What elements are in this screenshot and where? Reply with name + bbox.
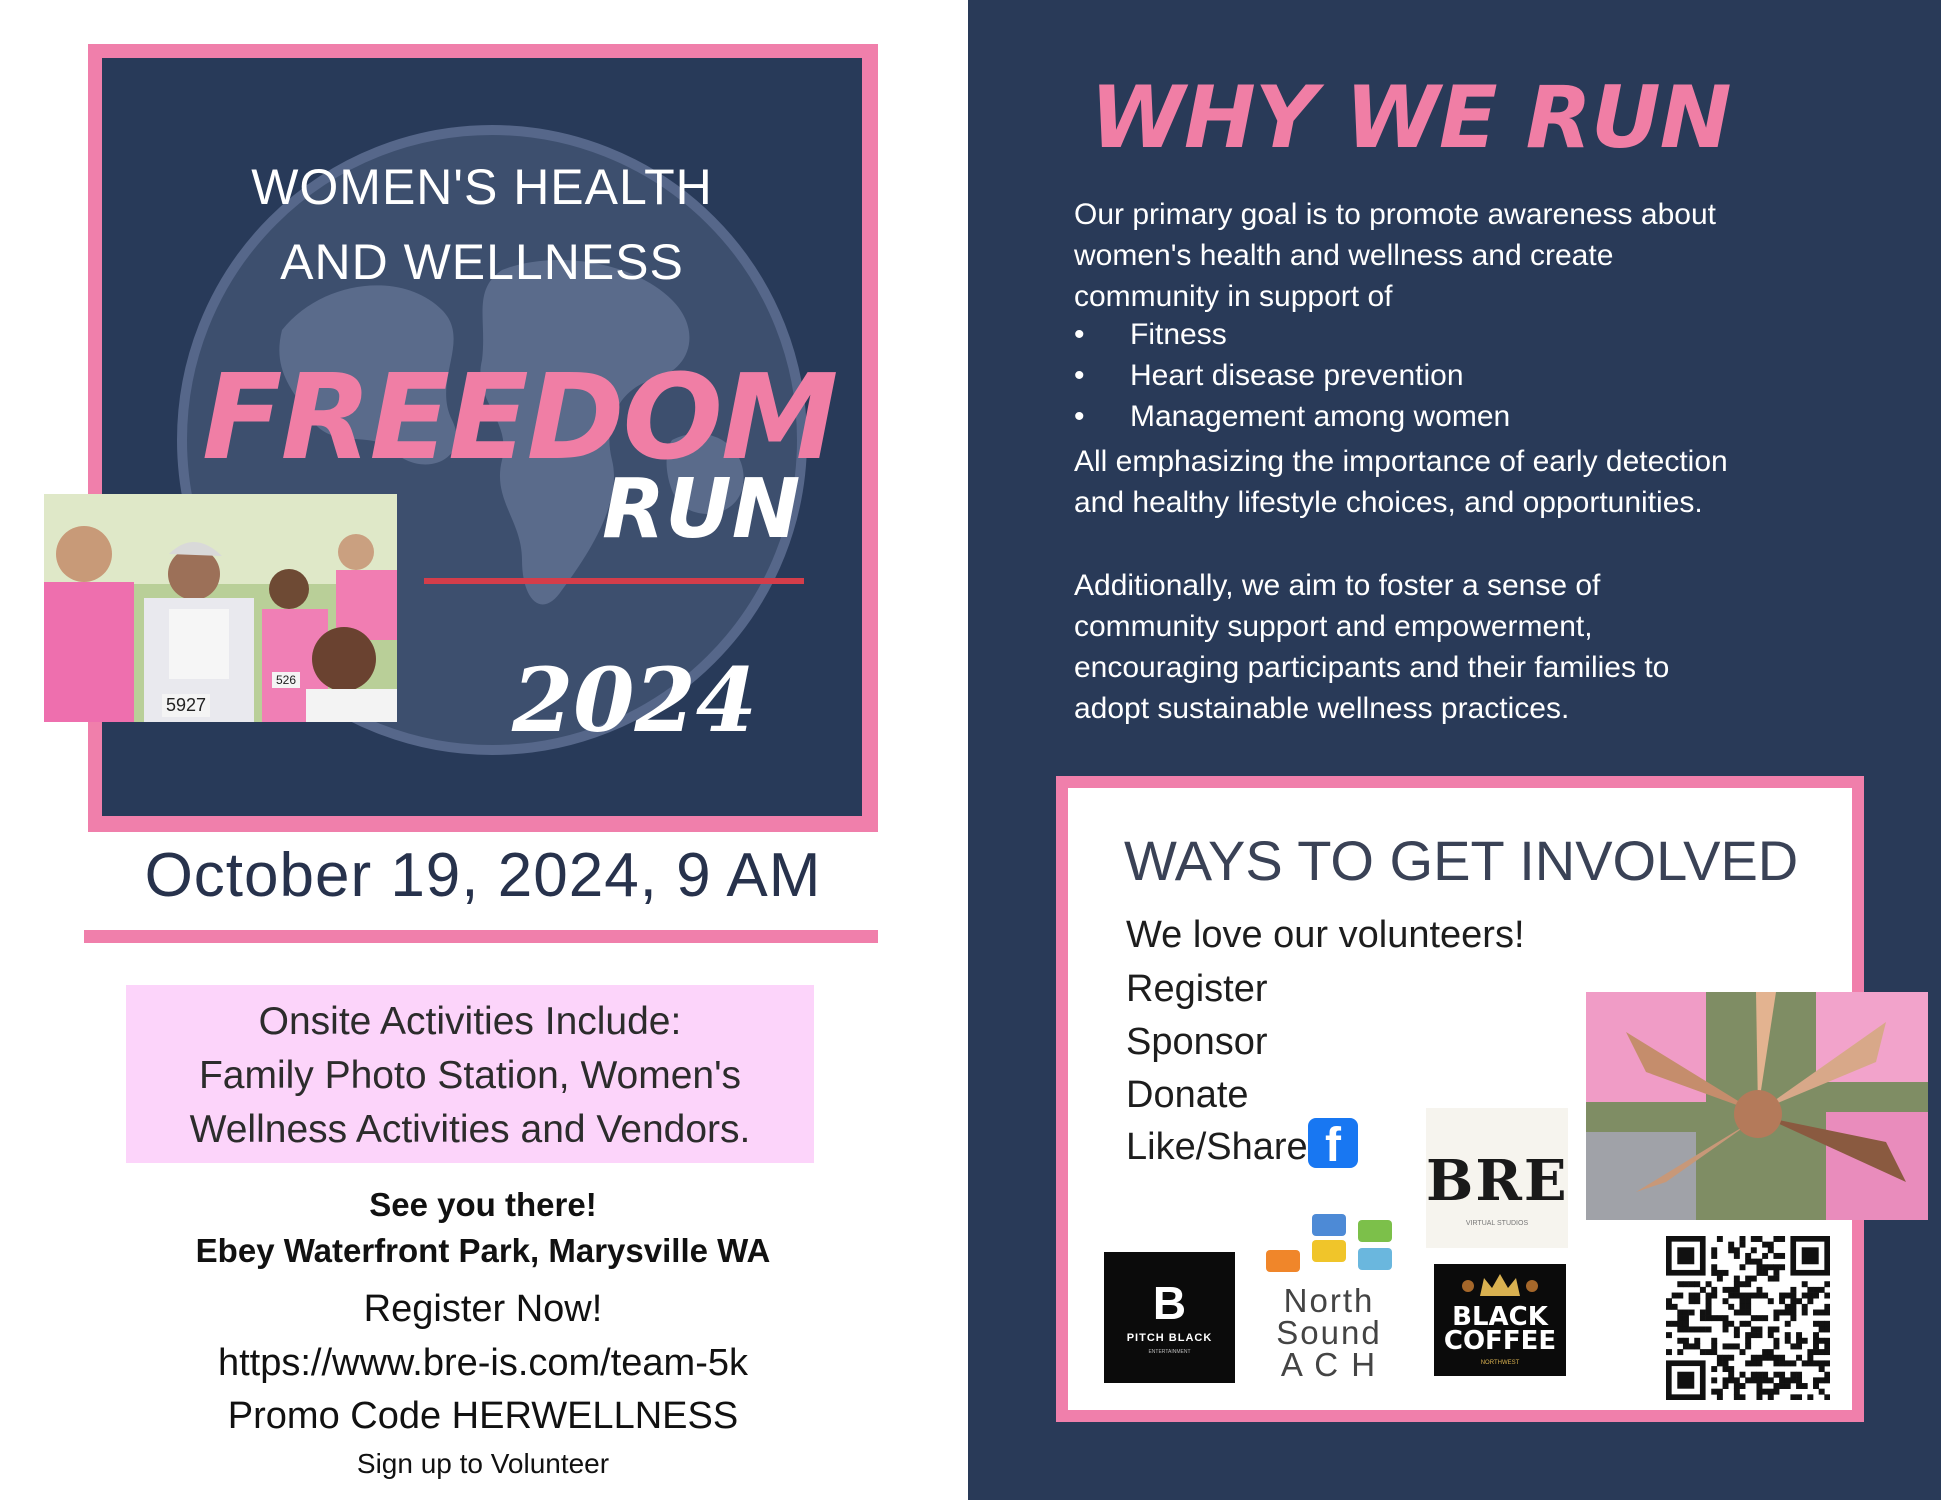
black-coffee-line-1: BLACK [1452,1302,1548,1332]
qr-code-icon [1666,1236,1830,1400]
why-we-run-heading: WHY WE RUN [1090,68,1731,168]
crown-icon [1434,1268,1566,1302]
activities-line-3: Wellness Activities and Vendors. [189,1108,751,1151]
involved-item-sponsor[interactable]: Sponsor [1126,1021,1268,1063]
involved-item-volunteers: We love our volunteers! [1126,914,1525,956]
hands-photo [1586,992,1928,1220]
why-closing-line-2: and healthy lifestyle choices, and opportunities. [1074,486,1703,519]
hands-illustration [1586,992,1928,1220]
event-date: October 19, 2024, 9 AM [144,841,822,910]
bre-logo-text: BRE [1426,1148,1569,1214]
left-panel [0,0,966,1500]
why-additional-line-1: Additionally, we aim to foster a sense of [1074,569,1601,602]
north-sound-line-1: North [1283,1282,1375,1319]
black-coffee-line-2: COFFEE [1443,1326,1557,1356]
bre-logo-subtext: VIRTUAL STUDIOS [1465,1220,1529,1227]
why-intro-line-2: women's health and wellness and create [1074,239,1614,272]
year-heading: 2024 [512,648,757,752]
volunteer-text: Sign up to Volunteer [356,1448,610,1479]
activities-line-2: Family Photo Station, Women's [198,1054,742,1097]
venue-text: Ebey Waterfront Park, Marysville WA [195,1232,771,1269]
bullet-item: • Heart disease prevention [1074,359,1464,392]
register-now-text: Register Now! [363,1288,603,1330]
qr-code[interactable] [1666,1236,1830,1400]
promo-code: Promo Code HERWELLNESS [227,1395,739,1437]
bre-logo [1426,1108,1568,1248]
bullet-label: Heart disease prevention [1130,359,1464,392]
pitch-black-text: PITCH BLACK [1126,1332,1213,1344]
run-heading: RUN [602,462,801,557]
involved-item-like-share[interactable]: Like/Share [1126,1126,1308,1168]
see-you-text: See you there! [369,1186,597,1223]
red-divider [424,578,804,584]
why-additional-line-4: adopt sustainable wellness practices. [1074,692,1570,725]
why-intro-line-1: Our primary goal is to promote awareness about [1074,198,1716,231]
freedom-heading: FREEDOM [202,348,837,486]
activities-box [126,985,814,1163]
bullet-label: Fitness [1130,318,1227,351]
poster-title-line-2: AND WELLNESS [280,234,684,290]
why-additional-line-3: encouraging participants and their families to [1074,651,1670,684]
involved-item-donate[interactable]: Donate [1126,1074,1249,1116]
involved-item-register[interactable]: Register [1126,968,1268,1010]
why-additional-line-2: community support and empowerment, [1074,610,1593,643]
pitch-black-logo [1104,1252,1235,1383]
why-intro-line-3: community in support of [1074,280,1393,313]
runners-photo [44,494,397,722]
pink-divider [84,930,878,943]
activities-line-1: Onsite Activities Include: [258,1000,682,1043]
get-involved-heading: WAYS TO GET INVOLVED [1124,829,1799,892]
black-coffee-logo [1434,1264,1566,1376]
pitch-black-mark: B [1152,1277,1187,1329]
north-sound-squares-icon [1262,1212,1396,1278]
north-sound-line-3: A C H [1280,1346,1378,1383]
facebook-icon[interactable]: f [1308,1118,1358,1168]
pitch-black-subtext: ENTERTAINMENT [1148,1349,1191,1355]
north-sound-line-2: Sound [1276,1314,1382,1351]
why-closing-line-1: All emphasizing the importance of early detection [1074,445,1728,478]
race-bib-2: 526 [272,672,300,688]
poster-title-line-1: WOMEN'S HEALTH [251,159,713,215]
black-coffee-subtext: NORTHWEST [1480,1360,1520,1366]
bullet-item: • Fitness [1074,318,1227,351]
race-bib-1: 5927 [162,694,210,717]
north-sound-ach-logo [1262,1212,1396,1384]
runners-illustration [44,494,397,722]
bullet-item: • Management among women [1074,400,1511,433]
bullet-label: Management among women [1130,400,1511,433]
register-url[interactable]: https://www.bre-is.com/team-5k [217,1342,749,1384]
